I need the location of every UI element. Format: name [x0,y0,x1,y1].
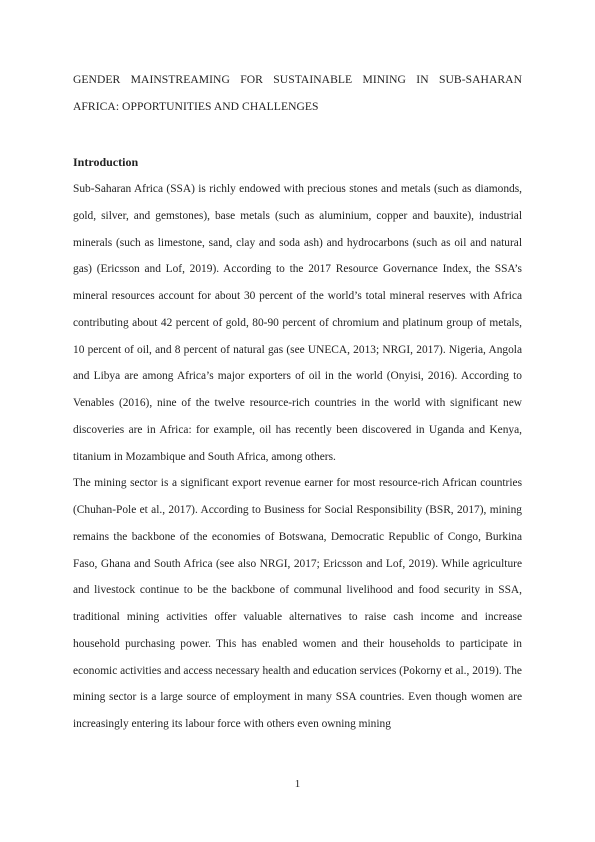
paper-title: GENDER MAINSTREAMING FOR SUSTAINABLE MINING IN SUB-SAHARAN AFRICA: OPPORTUNITIES AND CHALLENGES [73,73,522,113]
body-text [73,176,522,738]
section-heading: Introduction [73,155,139,169]
page-number: 1 [294,778,301,790]
paragraph-1: Sub-Saharan Africa (SSA) is richly endowed with precious stones and metals (such as diamonds, gold, silver, and gemstones), base metals (such as aluminium, copper and bauxite), industrial minerals (such as limestone, sand, clay and soda ash) and hydrocarbons (such as oil and natural gas) (Ericsson and Lof, 2019). According to the 2017 Resource Governance Index, the SSA’s mineral resources account for about 30 percent of the world’s total mineral reserves with Africa contributing about 42 percent of gold, 80-90 percent of chromium and platinum group of metals, 10 percent of oil, and 8 percent of natural gas (see UNECA, 2013; NRGI, 2017). Nigeria, Angola and Libya are among Africa’s major exporters of oil in the world (Onyisi, 2016). According to Venables (2016), nine of the twelve resource-rich countries in the world with significant new discoveries are in Africa: for example, oil has recently been discovered in Uganda and Kenya, titanium in Mozambique and South Africa, among others. [73,183,522,463]
paragraph-2: The mining sector is a significant export revenue earner for most resource-rich African countries (Chuhan-Pole et al., 2017). According to Business for Social Responsibility (BSR, 2017), mining remains the backbone of the economies of Botswana, Democratic Republic of Congo, Burkina Faso, Ghana and South Africa (see also NRGI, 2017; Ericsson and Lof, 2019). While agriculture and livestock continue to be the backbone of communal livelihood and food security in SSA, traditional mining activities offer valuable alternatives to raise cash income and increase household purchasing power. This has enabled women and their households to participate in economic activities and access necessary health and education services (Pokorny et al., 2019). The mining sector is a large source of employment in many SSA countries. Even though women are increasingly entering its labour force with others even owning mining [73,477,522,730]
